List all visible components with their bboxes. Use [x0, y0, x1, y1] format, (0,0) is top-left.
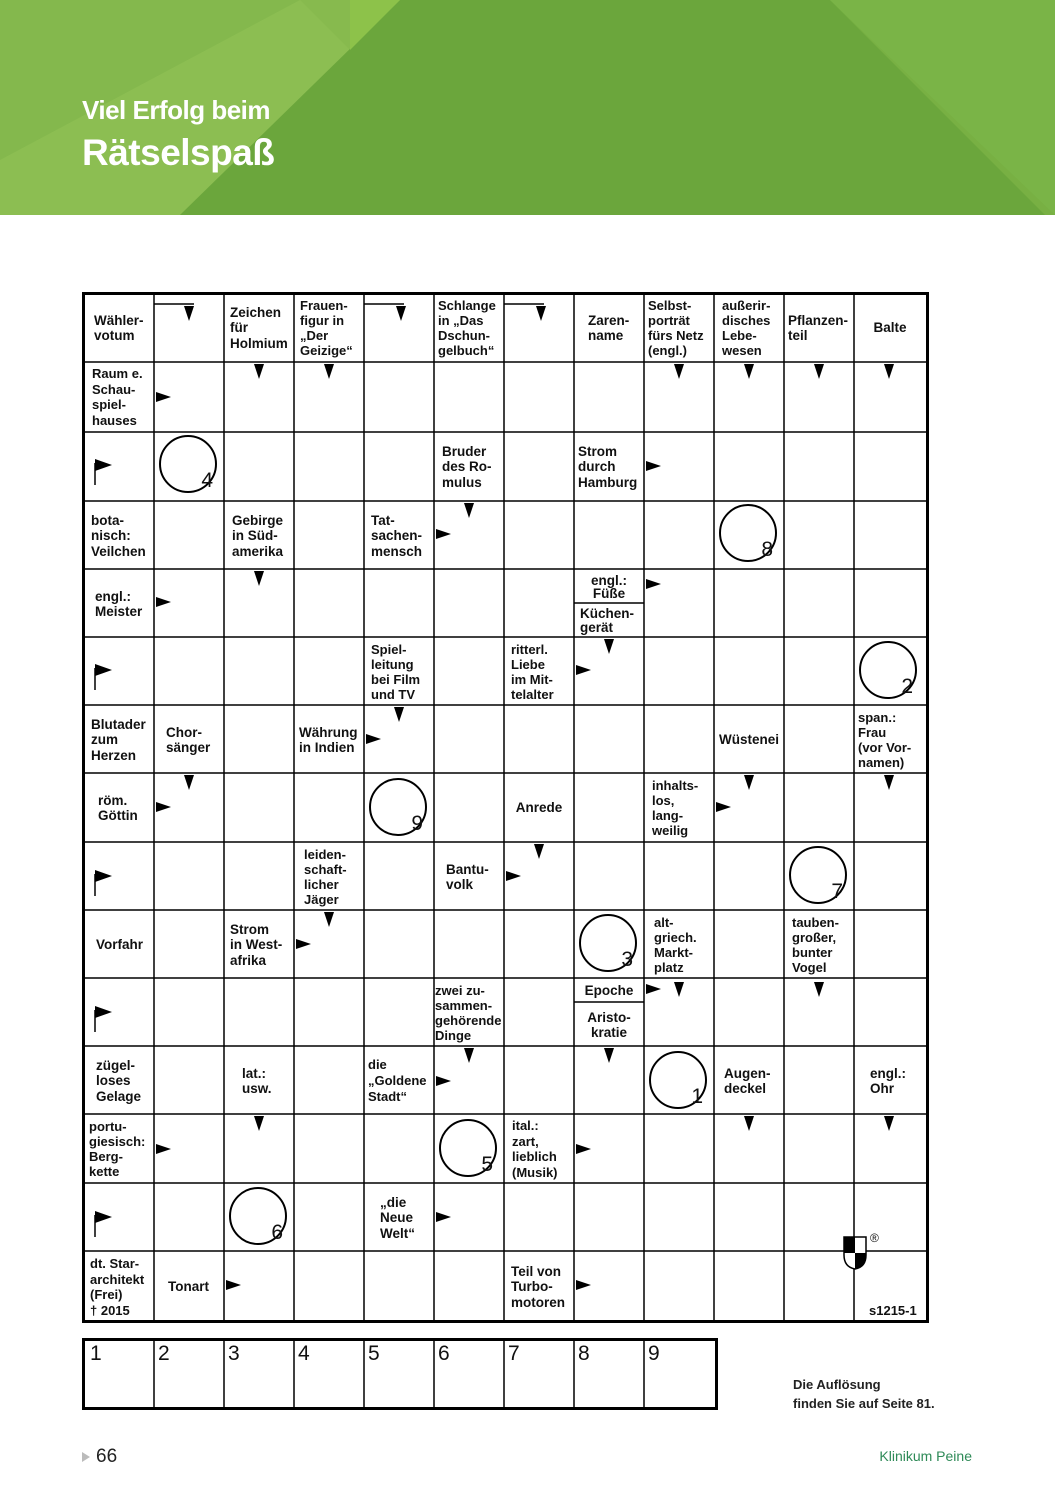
triangle-icon: [82, 1452, 90, 1462]
clue-epoche: Epoche: [584, 983, 634, 999]
arrow-right-icon: [576, 665, 591, 675]
arrow-right-icon: [576, 1144, 591, 1154]
arrow-down-icon: [394, 707, 404, 722]
arrow-down-icon: [884, 364, 894, 379]
puzzle-code: s1215-1: [869, 1303, 917, 1318]
circle-number: 9: [411, 812, 423, 835]
solution-field-7[interactable]: 7: [508, 1342, 520, 1365]
clue-westafrika: Strom in West- afrika: [230, 921, 283, 968]
clue-ohr: engl.: Ohr: [870, 1065, 906, 1096]
note-line1: Die Auflösung: [793, 1377, 881, 1392]
clue-meister: engl.: Meister: [95, 588, 143, 619]
arrow-down-icon: [744, 364, 754, 379]
clue-dschungel: Schlange in „Das Dschun- gelbuch“: [438, 298, 496, 358]
corner-arrow-icon: [364, 302, 404, 322]
circle-number: 2: [901, 675, 913, 698]
arrow-right-icon: [506, 871, 521, 881]
solution-field-9[interactable]: 9: [648, 1342, 660, 1365]
clue-spielleitung: Spiel- leitung bei Film und TV: [371, 642, 421, 702]
arrow-right-icon: [296, 939, 311, 949]
arrow-down-icon: [814, 982, 824, 997]
clue-kuechen: Küchen- gerät: [580, 606, 634, 635]
clue-wuestenei: Wüstenei: [718, 732, 779, 748]
note-line2: finden Sie auf Seite 81.: [793, 1396, 935, 1411]
clue-marktplatz: alt- griech. Markt- platz: [654, 915, 697, 975]
solution-field-5[interactable]: 5: [368, 1342, 380, 1365]
corner-arrow-icon: [92, 870, 114, 896]
clue-suedamerika: Gebirge in Süd- amerika: [232, 512, 284, 559]
solution-circle-6[interactable]: [229, 1187, 287, 1245]
solution-field-6[interactable]: 6: [438, 1342, 450, 1365]
clue-ritterl: ritterl. Liebe im Mit- telalter: [511, 642, 554, 702]
corner-arrow-icon: [154, 302, 194, 322]
arrow-down-icon: [184, 775, 194, 790]
circle-number: 5: [481, 1153, 493, 1176]
circle-number: 6: [271, 1221, 283, 1244]
clue-waehrung: Währung in Indien: [299, 724, 358, 755]
clue-goettin: röm. Göttin: [98, 792, 138, 823]
solution-note: [793, 1375, 935, 1413]
clue-wahlervotum: Wähler- votum: [94, 312, 144, 343]
solution-circle-3[interactable]: [579, 914, 637, 972]
clue-tonart: Tonart: [168, 1279, 209, 1295]
clue-bergkette: portu- giesisch: Berg- kette: [89, 1119, 146, 1179]
header-banner: [0, 0, 1055, 215]
crossword-grid: [82, 292, 929, 1323]
solution-field-4[interactable]: 4: [298, 1342, 310, 1365]
clue-fuesse: engl.: Füße: [591, 573, 627, 601]
clue-aristokratie: Aristo- kratie: [587, 1010, 631, 1040]
registered-mark: ®: [870, 1231, 879, 1245]
clue-selbstportraet: Selbst- porträt fürs Netz (engl.): [648, 298, 704, 358]
corner-arrow-icon: [92, 664, 114, 690]
clue-architekt: dt. Star- architekt (Frei) † 2015: [90, 1256, 145, 1318]
arrow-down-icon: [464, 503, 474, 518]
banner-line2: Rätselspaß: [82, 132, 275, 173]
solution-circle-5[interactable]: [439, 1119, 497, 1177]
corner-arrow-icon: [504, 302, 544, 322]
solution-field-8[interactable]: 8: [578, 1342, 590, 1365]
solution-circle-9[interactable]: [369, 778, 427, 836]
arrow-down-icon: [744, 775, 754, 790]
circle-number: 3: [621, 948, 633, 971]
arrow-right-icon: [156, 392, 171, 402]
arrow-down-icon: [884, 775, 894, 790]
clue-balte: Balte: [873, 320, 907, 336]
clue-geizige: Frauen- figur in „Der Geizige“: [300, 298, 353, 358]
arrow-right-icon: [646, 461, 661, 471]
arrow-right-icon: [436, 1076, 451, 1086]
clue-bantu: Bantu- volk: [446, 861, 489, 892]
clue-anrede: Anrede: [515, 800, 563, 816]
solution-circle-7[interactable]: [789, 846, 847, 904]
clue-chorsaenger: Chor- sänger: [166, 724, 211, 755]
clue-usw: lat.: usw.: [242, 1065, 272, 1096]
solution-field-3[interactable]: 3: [228, 1342, 240, 1365]
corner-arrow-icon: [92, 1211, 114, 1237]
arrow-right-icon: [436, 529, 451, 539]
clue-ausserirdisch: außerir- disches Lebe- wesen: [722, 298, 771, 358]
arrow-right-icon: [156, 802, 171, 812]
corner-arrow-icon: [92, 1006, 114, 1032]
solution-circle-1[interactable]: [649, 1051, 707, 1109]
arrow-right-icon: [156, 1144, 171, 1154]
clue-goldenestadt: die „Goldene Stadt“: [368, 1057, 427, 1104]
clue-vorfahr: Vorfahr: [96, 937, 144, 953]
solution-row: [82, 1338, 718, 1410]
arrow-right-icon: [716, 802, 731, 812]
arrow-down-icon: [254, 1116, 264, 1131]
solution-circle-4[interactable]: [159, 435, 217, 493]
banner-title: [82, 95, 274, 174]
clue-spanfrau: span.: Frau (vor Vor- namen): [858, 710, 912, 770]
arrow-down-icon: [324, 364, 334, 379]
clue-pflanzenteil: Pflanzen- teil: [788, 312, 849, 343]
clue-holmium: Zeichen für Holmium: [230, 304, 288, 351]
arrow-down-icon: [324, 912, 334, 927]
clue-romulus: Bruder des Ro- mulus: [442, 443, 492, 490]
footer-publisher: Klinikum Peine: [879, 1448, 972, 1464]
arrow-down-icon: [884, 1116, 894, 1131]
arrow-down-icon: [254, 571, 264, 586]
arrow-down-icon: [534, 844, 544, 859]
clue-turbo: Teil von Turbo- motoren: [511, 1263, 565, 1310]
page-number: [82, 1446, 117, 1468]
arrow-down-icon: [814, 364, 824, 379]
clue-neuewelt: „die Neue Welt“: [380, 1194, 416, 1241]
clue-jaeger: leiden- schaft- licher Jäger: [304, 847, 347, 907]
clue-gelage: zügel- loses Gelage: [96, 1057, 142, 1104]
clue-zarenname: Zaren- name: [588, 312, 630, 343]
arrow-right-icon: [576, 1280, 591, 1290]
arrow-right-icon: [436, 1212, 451, 1222]
clue-taube: tauben- großer, bunter Vogel: [792, 915, 839, 975]
clue-lieblich: ital.: zart, lieblich (Musik): [512, 1118, 558, 1180]
clue-veilchen: bota- nisch: Veilchen: [91, 512, 146, 559]
arrow-right-icon: [366, 734, 381, 744]
arrow-down-icon: [254, 364, 264, 379]
circle-number: 4: [201, 469, 213, 492]
arrow-right-icon: [646, 984, 661, 994]
clue-zweidinge: zwei zu- sammen- gehörende Dinge: [435, 983, 502, 1043]
arrow-down-icon: [674, 364, 684, 379]
clue-inhaltslos: inhalts- los, lang- weilig: [652, 778, 699, 838]
arrow-right-icon: [156, 597, 171, 607]
arrow-right-icon: [226, 1280, 241, 1290]
arrow-right-icon: [646, 579, 661, 589]
arrow-down-icon: [604, 639, 614, 654]
circle-number: 8: [761, 538, 773, 561]
page-number-text: 66: [96, 1446, 118, 1467]
circle-number: 7: [831, 880, 843, 903]
arrow-down-icon: [674, 982, 684, 997]
clue-blutader: Blutader zum Herzen: [91, 716, 146, 763]
clue-schauspielhaus: Raum e. Schau- spiel- hauses: [92, 366, 143, 428]
circle-number: 1: [691, 1085, 703, 1108]
arrow-down-icon: [464, 1048, 474, 1063]
solution-circle-8[interactable]: [719, 504, 777, 562]
solution-frame: [82, 1338, 718, 1410]
corner-arrow-icon: [92, 459, 114, 485]
clue-tatsachen: Tat- sachen- mensch: [371, 512, 423, 559]
arrow-down-icon: [744, 1116, 754, 1131]
solution-circle-2[interactable]: [859, 641, 917, 699]
solution-field-2[interactable]: 2: [158, 1342, 170, 1365]
banner-line1: Viel Erfolg beim: [82, 95, 271, 125]
clue-hamburg: Strom durch Hamburg: [578, 443, 638, 490]
clue-augendeckel: Augen- deckel: [724, 1065, 771, 1096]
solution-field-1[interactable]: 1: [90, 1342, 102, 1365]
arrow-down-icon: [604, 1048, 614, 1063]
